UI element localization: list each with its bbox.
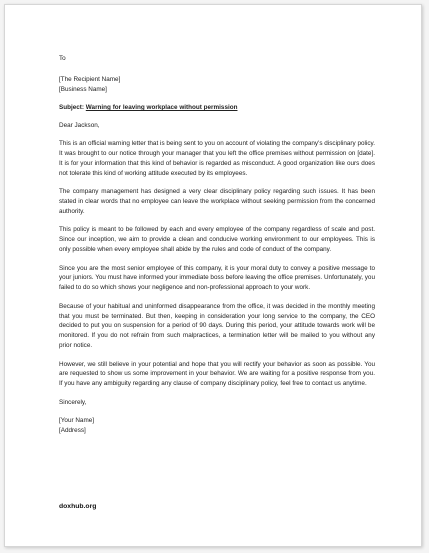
footer-site-label: doxhub.org bbox=[59, 503, 97, 510]
recipient-name: [The Recipient Name] bbox=[59, 75, 121, 83]
sender-name: [Your Name] bbox=[59, 416, 95, 424]
body-paragraph: However, we still believe in your potential and hope that you will rectify your behavior as soon as possible. You are requested to show us some improvement in your behavior. We are waiting for a positive response from you. If you have any ambiguity regarding any clause of company disciplinary policy, feel free to contact us anytime. bbox=[59, 360, 375, 388]
letter-page bbox=[4, 4, 422, 547]
body-paragraph: Since you are the most senior employee of this company, it is your moral duty to convey a positive message to your juniors. You must have informed your immediate boss before leaving the office premises. Unfortunately, you failed to do so which shows your negligence and non-professional approach to your work. bbox=[59, 264, 375, 292]
subject-text: Warning for leaving workplace without permission bbox=[85, 104, 238, 112]
body-paragraph: This policy is meant to be followed by each and every employee of the company regardless of scale and post. Since our inception, we aim to provide a clean and conducive working environment to our employees. This is only possible when every employee shall abide by the rules and code of conduct of the company. bbox=[59, 226, 375, 254]
to-label: To bbox=[59, 55, 66, 62]
business-name: [Business Name] bbox=[59, 85, 107, 93]
body-paragraph: The company management has designed a very clear disciplinary policy regarding such issues. It has been stated in clear words that no employee can leave the workplace without seeking permission from the concerned authority. bbox=[59, 188, 375, 216]
letter-body bbox=[59, 54, 375, 436]
body-paragraph: Because of your habitual and uninformed disappearance from the office, it was decided in the monthly meeting that you must be terminated. But then, keeping in consideration your long service to the company, the CEO decided to put you on suspension for a period of 90 days. During this period, your attitude towards work will be monitored. If you do not refrain from such malpractices, a termination letter will be mailed to you without any prior notice. bbox=[59, 302, 375, 350]
subject-label: Subject: bbox=[59, 104, 85, 112]
body-paragraph: This is an official warning letter that is being sent to you on account of violating the company's disciplinary policy. It was brought to our notice through your manager that you left the office premises without permission on [date]. It is for your information that this kind of behavior is regarded as misconduct. A good organization like ours does not tolerate this kind of working attitude executed by its employees. bbox=[59, 140, 375, 178]
closing: Sincerely, bbox=[59, 398, 87, 406]
subject-line bbox=[59, 103, 375, 113]
sender-address: [Address] bbox=[59, 426, 86, 434]
salutation: Dear Jackson, bbox=[59, 122, 100, 130]
